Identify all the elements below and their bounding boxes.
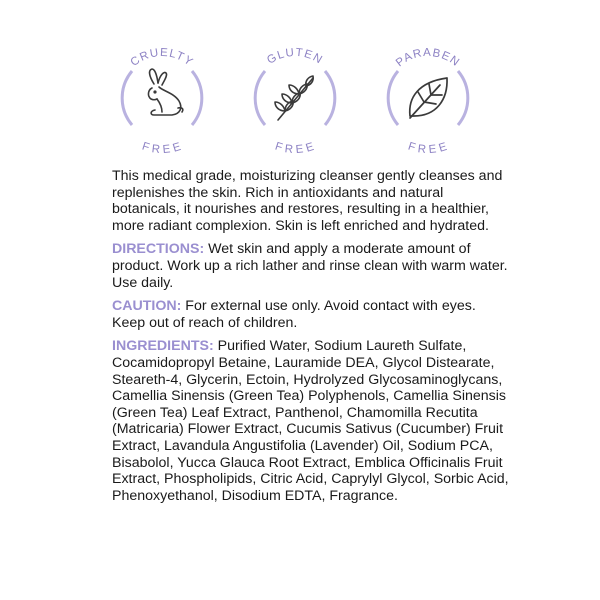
badge-bottom-text: FREE: [406, 140, 450, 157]
rabbit-icon: [148, 69, 182, 115]
ingredients-section: [112, 338, 512, 504]
ingredients-text: Purified Water, Sodium Laureth Sulfate, Cocamidopropyl Betaine, Lauramide DEA, Glycol Distearate, Steareth-4, Glycerin, Ectoin, Hydrolyzed Glycosaminoglycans, Camellia Sinensis (Green Tea) Polyphenols, Camellia Sinensis (Green Tea) Leaf Extract, Panthenol, Chamomilla Recutita (Matricaria) Flower Extract, Cucumis Sativus (Cucumber) Fruit Extract, Lavandula Angustifolia (Lavender) Oil, Sodium PCA, Bisabolol, Yucca Glauca Root Extract, Emblica Officinalis Fruit Extract, Phospholipids, Citric Acid, Caprylyl Glycol, Sorbic Acid, Phenoxyethanol, Disodium EDTA, Fragrance.: [112, 338, 509, 504]
wheat-icon: [275, 76, 313, 120]
badge-bottom-text: FREE: [140, 140, 184, 157]
badge-ring: [255, 71, 265, 125]
paraben-free-badge: [368, 38, 488, 158]
badge-ring: [192, 71, 202, 125]
caution-label: CAUTION:: [112, 298, 182, 315]
caution-text: For external use only. Avoid contact with eyes. Keep out of reach of children.: [112, 298, 476, 331]
badge-row: [0, 38, 600, 160]
cruelty-free-badge-graphic: [102, 38, 222, 158]
directions-label: DIRECTIONS:: [112, 241, 205, 258]
badge-ring: [388, 71, 398, 125]
ingredients-label: INGREDIENTS:: [112, 338, 214, 355]
product-copy: [112, 168, 512, 511]
caution-section: [112, 298, 512, 331]
badge-ring: [325, 71, 335, 125]
gluten-free-badge: [235, 38, 355, 158]
paraben-free-badge-graphic: [368, 38, 488, 158]
cruelty-free-badge: [102, 38, 222, 158]
badge-ring: [122, 71, 132, 125]
product-description: This medical grade, moisturizing cleanser gently cleanses and replenishes the skin. Rich in antioxidants and natural botanicals, it nourishes and restores, resulting in a healthier, more radiant complexion. Skin is left enriched and hydrated.: [112, 168, 503, 234]
badge-ring: [458, 71, 468, 125]
directions-section: [112, 241, 512, 291]
badge-top-text: PARABEN: [393, 46, 462, 70]
directions-text: Wet skin and apply a moderate amount of product. Work up a rich lather and rinse clean with warm water. Use daily.: [112, 241, 508, 291]
leaf-icon: [410, 78, 447, 118]
gluten-free-badge-graphic: [235, 38, 355, 158]
badge-top-text: GLUTEN: [265, 46, 325, 67]
badge-bottom-text: FREE: [273, 140, 317, 157]
badge-top-text: CRUELTY: [128, 46, 196, 69]
